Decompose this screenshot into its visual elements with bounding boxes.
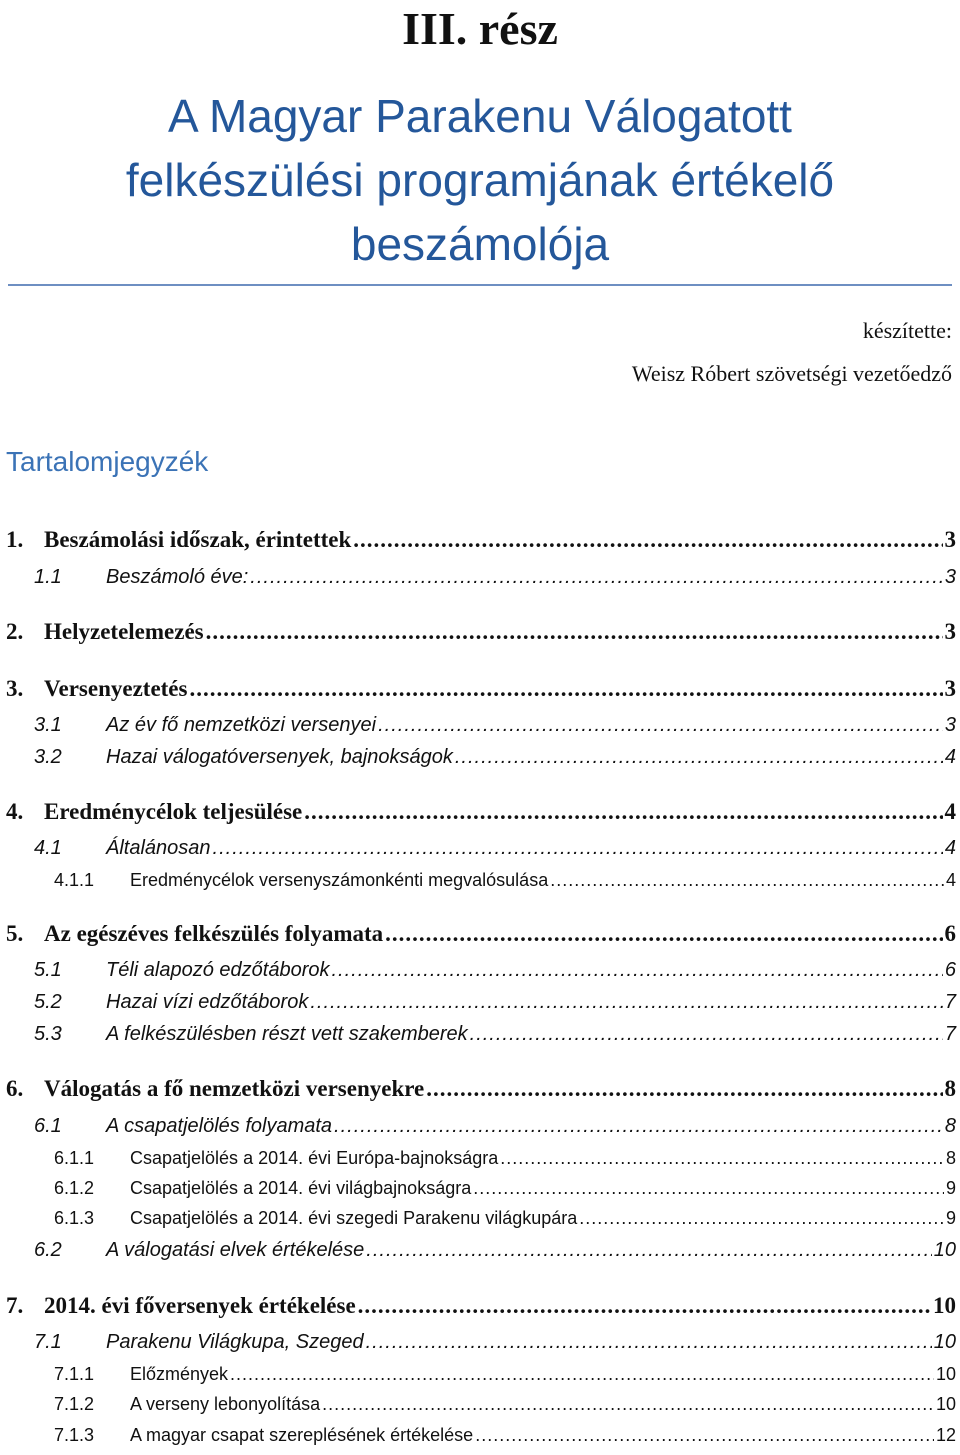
toc-entry[interactable] [6,1331,956,1354]
toc-entry-title: Beszámolási időszak, érintettek [44,527,352,552]
toc-leader-dots [550,870,944,891]
toc-entry-page: 4 [944,746,956,768]
toc-leader-dots [579,1208,944,1229]
toc-leader-dots [475,1425,934,1446]
toc-entry-number: 3.1 [34,714,62,736]
toc-heading: Tartalomjegyzék [6,446,209,477]
toc-entry-number: 5. [6,921,24,946]
toc-entry-number: 1.1 [34,566,62,588]
toc-entry-title: Helyzetelemezés [44,619,204,644]
toc-entry-page: 10 [933,1293,956,1318]
toc-entry-page: 10 [935,1394,956,1414]
toc-leader-dots [366,1331,932,1354]
document-title [20,84,940,276]
toc-leader-dots [353,527,942,553]
toc-leader-dots [426,1076,942,1102]
toc-entry-number: 7.1.1 [54,1364,95,1384]
toc-entry[interactable] [6,676,956,702]
toc-entry-title: Csapatjelölés a 2014. évi szegedi Parakenu világkupára [130,1208,578,1228]
toc-entry-page: 4 [944,799,956,824]
toc-entry-page: 4 [945,870,956,890]
toc-entry[interactable] [6,1239,956,1262]
toc-entry-number: 2. [6,619,24,644]
toc-leader-dots [310,991,943,1014]
toc-leader-dots [189,676,942,702]
toc-entry-number: 6.1.3 [54,1208,95,1228]
toc-leader-dots [366,1239,931,1262]
toc-entry[interactable] [6,799,956,825]
toc-entry-page: 4 [944,837,956,859]
toc-entry-title: Hazai vízi edzőtáborok [106,991,309,1013]
toc-entry-page: 10 [933,1331,956,1353]
toc-entry-page: 3 [944,676,956,701]
toc-entry-number: 7.1 [34,1331,62,1353]
toc-entry-title: Téli alapozó edzőtáborok [106,959,330,981]
toc-entry-title: Előzmények [130,1364,229,1384]
toc-entry[interactable] [6,746,956,769]
part-title-text: III. rész [402,3,558,54]
toc-entry-page: 3 [944,566,956,588]
toc-entry-number: 5.1 [34,959,62,981]
toc-entry-title: Beszámoló éve: [106,566,249,588]
toc-entry[interactable] [6,1293,956,1319]
title-divider [8,284,952,286]
toc-entry-title: A válogatási elvek értékelése [106,1239,365,1261]
toc-entry-title: Csapatjelölés a 2014. évi Európa-bajnokságra [130,1148,499,1168]
toc-entry-title: Az egészéves felkészülés folyamata [44,921,384,946]
toc-entry[interactable] [6,619,956,645]
toc-entry[interactable] [6,959,956,982]
toc-entry-title: Eredménycélok versenyszámonkénti megvalósulása [130,870,549,890]
toc-entry-title: Válogatás a fő nemzetközi versenyekre [44,1076,425,1101]
toc-leader-dots [378,714,943,737]
toc-entry-number: 7.1.3 [54,1425,95,1445]
toc-entry-number: 6.2 [34,1239,62,1261]
toc-entry-page: 10 [935,1364,956,1384]
toc-leader-dots [213,837,943,860]
toc-entry[interactable] [6,870,956,891]
toc-entry-page: 9 [945,1208,956,1228]
toc-entry-number: 4.1.1 [54,870,95,890]
toc-leader-dots [470,1023,943,1046]
toc-entry-page: 8 [945,1148,956,1168]
toc-leader-dots [385,921,942,947]
toc-entry-page: 6 [944,959,956,981]
toc-entry[interactable] [6,1023,956,1046]
toc-leader-dots [322,1394,934,1415]
toc-entry-number: 5.3 [34,1023,62,1045]
toc-entry-number: 1. [6,527,24,552]
toc-entry-title: Eredménycélok teljesülése [44,799,303,824]
toc-entry-number: 6.1 [34,1115,62,1137]
toc-entry-title: Versenyeztetés [44,676,188,701]
toc-entry-title: A csapatjelölés folyamata [106,1115,333,1137]
toc-entry-page: 10 [933,1239,956,1261]
toc-entry-page: 3 [944,619,956,644]
toc-entry-title: Általánosan [106,837,211,859]
document-title-line: A Magyar Parakenu Válogatott [168,90,792,142]
toc-entry-number: 5.2 [34,991,62,1013]
toc-entry-title: Parakenu Világkupa, Szeged [106,1331,364,1353]
toc-entry-number: 3. [6,676,24,701]
toc-entry-page: 3 [944,714,956,736]
toc-entry-title: Az év fő nemzetközi versenyei [106,714,377,736]
toc-entry[interactable] [6,1115,956,1138]
toc-entry[interactable] [6,1394,956,1415]
toc-entry[interactable] [6,566,956,589]
part-title [0,2,960,55]
toc-entry[interactable] [6,1148,956,1169]
toc-entry[interactable] [6,1208,956,1229]
toc-leader-dots [500,1148,944,1169]
toc-entry-page: 7 [944,991,956,1013]
toc-entry-number: 6.1.1 [54,1148,95,1168]
toc-entry[interactable] [6,1364,956,1385]
toc-entry-number: 7. [6,1293,24,1318]
toc-leader-dots [206,619,943,645]
document-title-line: beszámolója [350,218,610,270]
toc-leader-dots [334,1115,943,1138]
toc-entry-number: 7.1.2 [54,1394,95,1414]
toc-leader-dots [250,566,943,589]
toc-entry[interactable] [6,527,956,553]
toc-leader-dots [230,1364,934,1385]
toc-entry-number: 3.2 [34,746,62,768]
toc-entry[interactable] [6,837,956,860]
toc-entry-page: 8 [944,1115,956,1137]
toc-entry-title: A magyar csapat szereplésének értékelése [130,1425,474,1445]
toc-entry-title: 2014. évi főversenyek értékelése [44,1293,356,1318]
toc-entry[interactable] [6,991,956,1014]
toc-leader-dots [455,746,943,769]
toc-entry-page: 12 [935,1425,956,1445]
toc-entry-title: A felkészülésben részt vett szakemberek [106,1023,468,1045]
toc-leader-dots [473,1178,944,1199]
toc-leader-dots [358,1293,931,1319]
toc-entry-number: 6. [6,1076,24,1101]
toc-entry[interactable] [6,921,956,947]
document-title-line: felkészülési programjának értékelő [125,154,835,206]
toc-entry-page: 6 [944,921,956,946]
toc-entry-number: 4.1 [34,837,62,859]
toc-entry[interactable] [6,714,956,737]
toc-entry-title: Hazai válogatóversenyek, bajnokságok [106,746,453,768]
toc-entry-number: 4. [6,799,24,824]
toc-entry-number: 6.1.2 [54,1178,95,1198]
toc-entry-title: A verseny lebonyolítása [130,1394,321,1414]
toc-entry[interactable] [6,1178,956,1199]
author-name: Weisz Róbert szövetségi vezetőedző [631,361,952,386]
toc-entry[interactable] [6,1425,956,1446]
toc-entry-page: 9 [945,1178,956,1198]
toc-leader-dots [304,799,942,825]
toc-entry-page: 7 [944,1023,956,1045]
author-label: készítette: [862,318,952,343]
toc-leader-dots [331,959,942,982]
toc-entry[interactable] [6,1076,956,1102]
toc-entry-page: 3 [944,527,956,552]
toc-entry-page: 8 [944,1076,956,1101]
toc-entry-title: Csapatjelölés a 2014. évi világbajnokságra [130,1178,472,1198]
